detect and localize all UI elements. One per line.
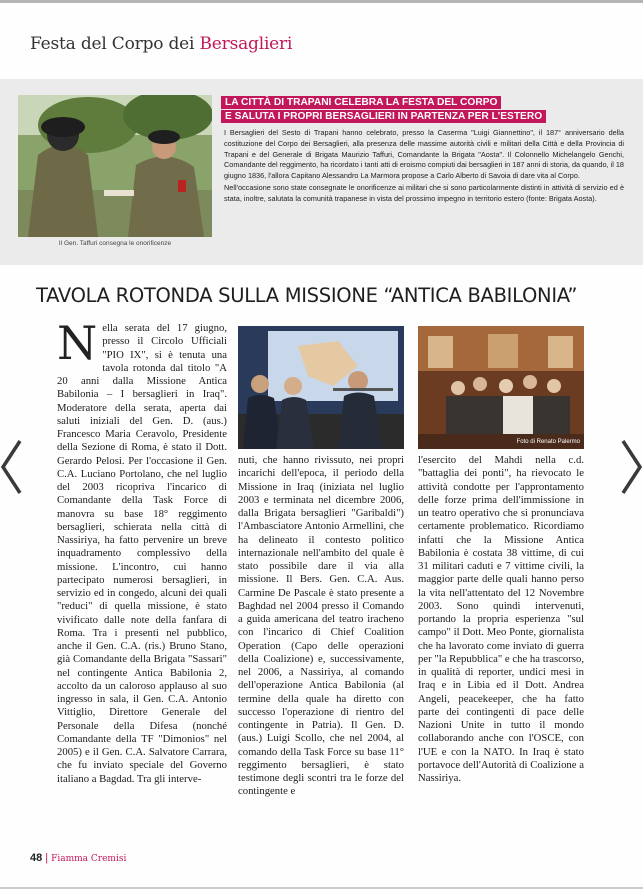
photo-credit: Foto di Renato Palermo — [516, 439, 580, 445]
panel-photo[interactable] — [238, 326, 404, 449]
chevron-right-icon — [621, 437, 643, 497]
magazine-name: Fiamma Cremisi — [51, 854, 127, 864]
article-column-1 — [57, 316, 227, 786]
box-photo[interactable] — [18, 95, 212, 237]
top-rule — [0, 0, 643, 3]
page-number: 48 — [30, 852, 43, 864]
audience-image — [418, 326, 584, 449]
box-paragraph: Nell'occasione sono state consegnate le onorificenze ai militari che si sono particolarmente distinti in attività di servizio ed è stata, inoltre, salutata la comunità trapanese in vista del prossimo impegno in territorio estero (fonte: Brigata Aosta). — [224, 182, 624, 203]
next-page-button[interactable] — [621, 437, 643, 497]
box-headline-line2: E SALUTA I PROPRI BERSAGLIERI IN PARTENZA PER L'ESTERO — [221, 110, 546, 123]
column-2-text: nuti, che hanno rivissuto, nei propri incarichi dell'epoca, il periodo della Missione in Iraq (iniziata nel luglio 2003 e terminata nel dicembre 2006, dalla Brigata bersaglieri "Garibaldi") l'Ambasciatore Antonio Armellini, che ha delineato il contesto politico internazionale nell'ambito del quale è stato possibile dare il via alla missione. Il Bers. Gen. C.A. Aus. Carmine De Pascale è stato presente a Baghdad nel 2004 presso il Comando a guida americana del teatro iracheno con l'incarico di Chief Coalition Operation (Capo delle operazioni della Coalizione) e, successivamente, nel 2006, a Nassiriya, al comando dell'operazione Antica Babilonia (al termine della quale ha diretto con successo l'operazione di rientro del contingente in Patria). Il Gen. D. (aus.) Luigi Scollo, che nel 2004, al comando della Task Force su base 11° reggimento bersaglieri, è stato testimone degli scontri tra le forze del contingente e — [238, 454, 404, 798]
box-headline-line1: LA CITTÀ DI TRAPANI CELEBRA LA FESTA DEL CORPO — [221, 96, 501, 109]
column-1-text: ella serata del 17 giugno, presso il Circolo Ufficiali "PIO IX", si è tenuta una tavola rotonda dal titolo "A 20 anni dalla Missione Antica Babilonia – I bersaglieri in Iraq". Moderatore della serata, aperta dai saluti iniziali del Gen. D. (aus.) Francesco Maria Ceravolo, Presidente della Sezione di Roma, è stato il Dott. Gerardo Pelosi. Per l'occasione il Gen. C.A. Luciano Portolano, che nel luglio del 2003 ricopriva l'incarico di Comandante della Task Force di manovra su base 18° reggimento bersaglieri, schierata nella città di Nassiriya, ha fatto pervenire un breve inquadramento complessivo della missione. L'incontro, cui hanno partecipato numerosi bersaglieri, in servizio ed in congedo, alcuni dei quali "reduci" di quella missione, è stato vivificato dalle note della fanfara di Roma. Tra i presenti nel pubblico, anche il Gen. C.A. (ris.) Bruno Stano, già Comandante della Brigata "Sassari" nel contingente Antica Babilonia 2, accolto da un caloroso applauso al suo ingresso in sala, il Gen. C.A. Antonio Vittiglio, Direttore Generale del Personale della Difesa (nonché Comandante della TF "Dimonios" nel 2005) e il Gen. C.A. Salvatore Carrara, che fu inviato speciale del Governo italiano a Bagdad. Tra gli interve- — [57, 322, 227, 785]
article-title: TAVOLA ROTONDA SULLA MISSIONE “ANTICA BABILONIA” — [36, 284, 578, 307]
section-header-accent: Bersaglieri — [199, 34, 293, 54]
ceremony-photo — [18, 95, 212, 237]
footer-separator: | — [45, 852, 49, 864]
chevron-left-icon — [0, 437, 22, 497]
column-3-text: l'esercito del Mahdi nella c.d. "battaglia dei ponti", ha rievocato le attività condotte per l'approntamento delle forze prima dell'immissione in un teatro operativo che si pronunciava certamente problematico. Ricordiamo infatti che la Missione Antica Babilonia è costata 38 vittime, di cui 31 militari caduti e 7 vittime civili, la maggior parte delle quali hanno perso la vita nell'attentato del 12 Novembre 2003. Sono quindi intervenuti, portando la propria esperienza "sul campo" il Dott. Meo Ponte, giornalista che ha lavorato come inviato di guerra per "la Repubblica" e che ha trascorso, in qualità di reporter, undici mesi in Iraq e in Libia ed il Dott. Andrea Angeli, peacekeeper, che ha fatto parte dei contingenti di pace delle Nazioni Unite in tutto il mondo collaborando anche con l'OSCE, con l'UE e con la NATO. In Iraq è stato portavoce dell'Autorità di Coalizione a Nassiriya. — [418, 454, 584, 784]
box-body — [224, 128, 624, 206]
article-column-2 — [238, 454, 404, 799]
round-table-photo — [238, 326, 404, 449]
section-header-prefix: Festa del Corpo dei — [30, 34, 200, 54]
section-header — [30, 34, 292, 54]
drop-cap: N — [57, 316, 98, 370]
page-footer — [30, 852, 126, 864]
box-paragraph: I Bersaglieri del Sesto di Trapani hanno celebrato, presso la Caserma "Luigi Giannettino", il 187° anniversario della costituzione del Corpo dei Bersaglieri, alla presenza delle massime autorità civili e militari della Città e della Provincia di Trapani e del Generale di Brigata Maurizio Taffuri, Comandante la Brigata "Aosta". Il Colonnello Michelangelo Genchi, Comandante del reggimento, ha ricordato i tanti atti di eroismo compiuti dai bersaglieri in 187 anni di storia, da quando, il 18 giugno 1836, l'allora Capitano Alessandro La Marmora propose a Carlo Alberto di Savoia di dare vita al Corpo. — [224, 128, 624, 181]
previous-page-button[interactable] — [0, 437, 22, 497]
article-column-3 — [418, 454, 584, 785]
photo-caption: Il Gen. Taffuri consegna le onorificenze — [58, 240, 172, 247]
audience-photo[interactable] — [418, 326, 584, 449]
